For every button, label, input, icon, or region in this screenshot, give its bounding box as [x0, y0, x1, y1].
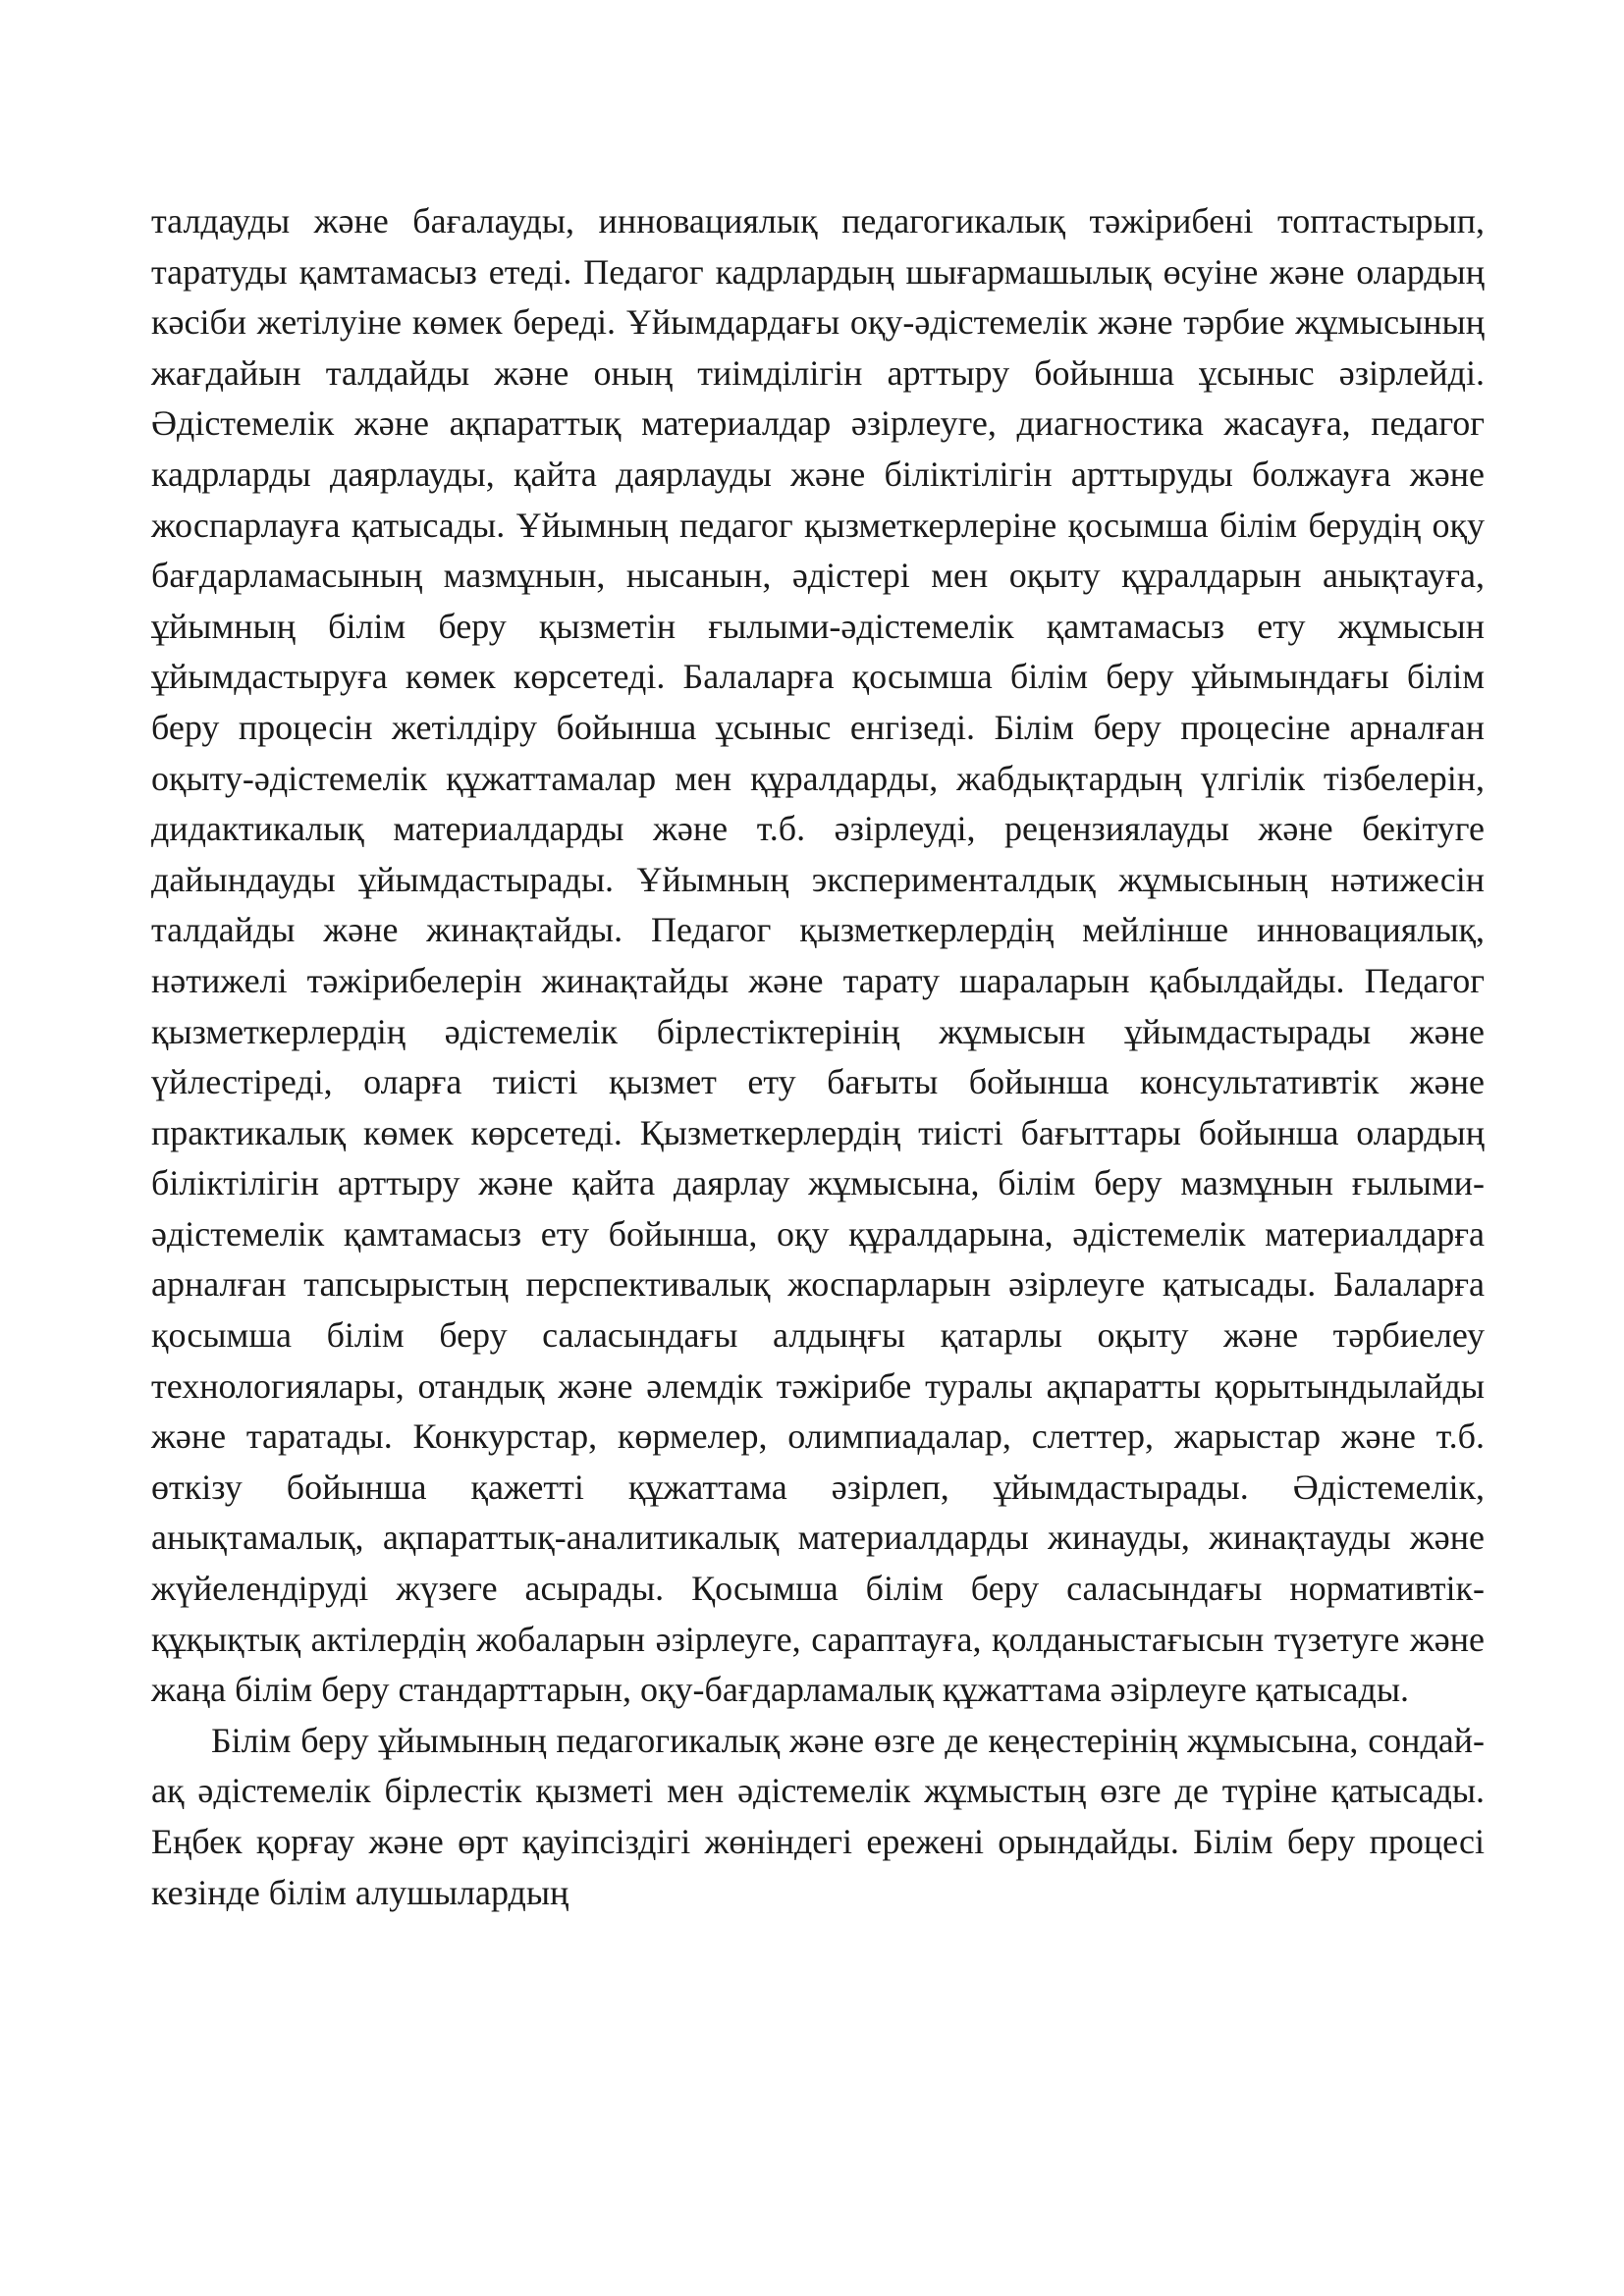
document-body: [151, 196, 1485, 1918]
paragraph-1: талдауды және бағалауды, инновациялық педагогикалық тәжірибені топтастырып, таратуды қамтамасыз етеді. Педагог кадрлардың шығармашылық өсуіне және олардың кәсіби жетілуіне көмек береді. Ұйымдардағы оқу-әдістемелік және тәрбие жұмысының жағдайын талдайды және оның тиімділігін арттыру бойынша ұсыныс әзірлейді. Әдістемелік және ақпараттық материалдар әзірлеуге, диагностика жасауға, педагог кадрларды даярлауды, қайта даярлауды және біліктілігін арттыруды болжауға және жоспарлауға қатысады. Ұйымның педагог қызметкерлеріне қосымша білім берудің оқу бағдарламасының мазмұнын, нысанын, әдістері мен оқыту құралдарын анықтауға, ұйымның білім беру қызметін ғылыми-әдістемелік қамтамасыз ету жұмысын ұйымдастыруға көмек көрсетеді. Балаларға қосымша білім беру ұйымындағы білім беру процесін жетілдіру бойынша ұсыныс енгізеді. Білім беру процесіне арналған оқыту-әдістемелік құжаттамалар мен құралдарды, жабдықтардың үлгілік тізбелерін, дидактикалық материалдарды және т.б. әзірлеуді, рецензиялауды және бекітуге дайындауды ұйымдастырады. Ұйымның эксперименталдық жұмысының нәтижесін талдайды және жинақтайды. Педагог қызметкерлердің мейлінше инновациялық, нәтижелі тәжірибелерін жинақтайды және тарату шараларын қабылдайды. Педагог қызметкерлердің әдістемелік бірлестіктерінің жұмысын ұйымдастырады және үйлестіреді, оларға тиісті қызмет ету бағыты бойынша консультативтік және практикалық көмек көрсетеді. Қызметкерлердің тиісті бағыттары бойынша олардың біліктілігін арттыру және қайта даярлау жұмысына, білім беру мазмұнын ғылыми-әдістемелік қамтамасыз ету бойынша, оқу құралдарына, әдістемелік материалдарға арналған тапсырыстың перспективалық жоспарларын әзірлеуге қатысады. Балаларға қосымша білім беру саласындағы алдыңғы қатарлы оқыту және тәрбиелеу технологиялары, отандық және әлемдік тәжірибе туралы ақпаратты қорытындылайды және таратады. Конкурстар, көрмелер, олимпиадалар, слеттер, жарыстар және т.б. өткізу бойынша қажетті құжаттама әзірлеп, ұйымдастырады. Әдістемелік, анықтамалық, ақпараттық-аналитикалық материалдарды жинауды, жинақтауды және жүйелендіруді жүзеге асырады. Қосымша білім беру саласындағы нормативтік-құқықтық актілердің жобаларын әзірлеуге, сараптауға, қолданыстағысын түзетуге және жаңа білім беру стандарттарын, оқу-бағдарламалық құжаттама әзірлеуге қатысады.: [151, 201, 1485, 1710]
paragraph-2: Білім беру ұйымының педагогикалық және өзге де кеңестерінің жұмысына, сондай-ақ әдістемелік бірлестік қызметі мен әдістемелік жұмыстың өзге де түріне қатысады. Еңбек қорғау және өрт қауіпсіздігі жөніндегі ережені орындайды. Білім беру процесі кезінде білім алушылардың: [151, 1720, 1485, 1912]
